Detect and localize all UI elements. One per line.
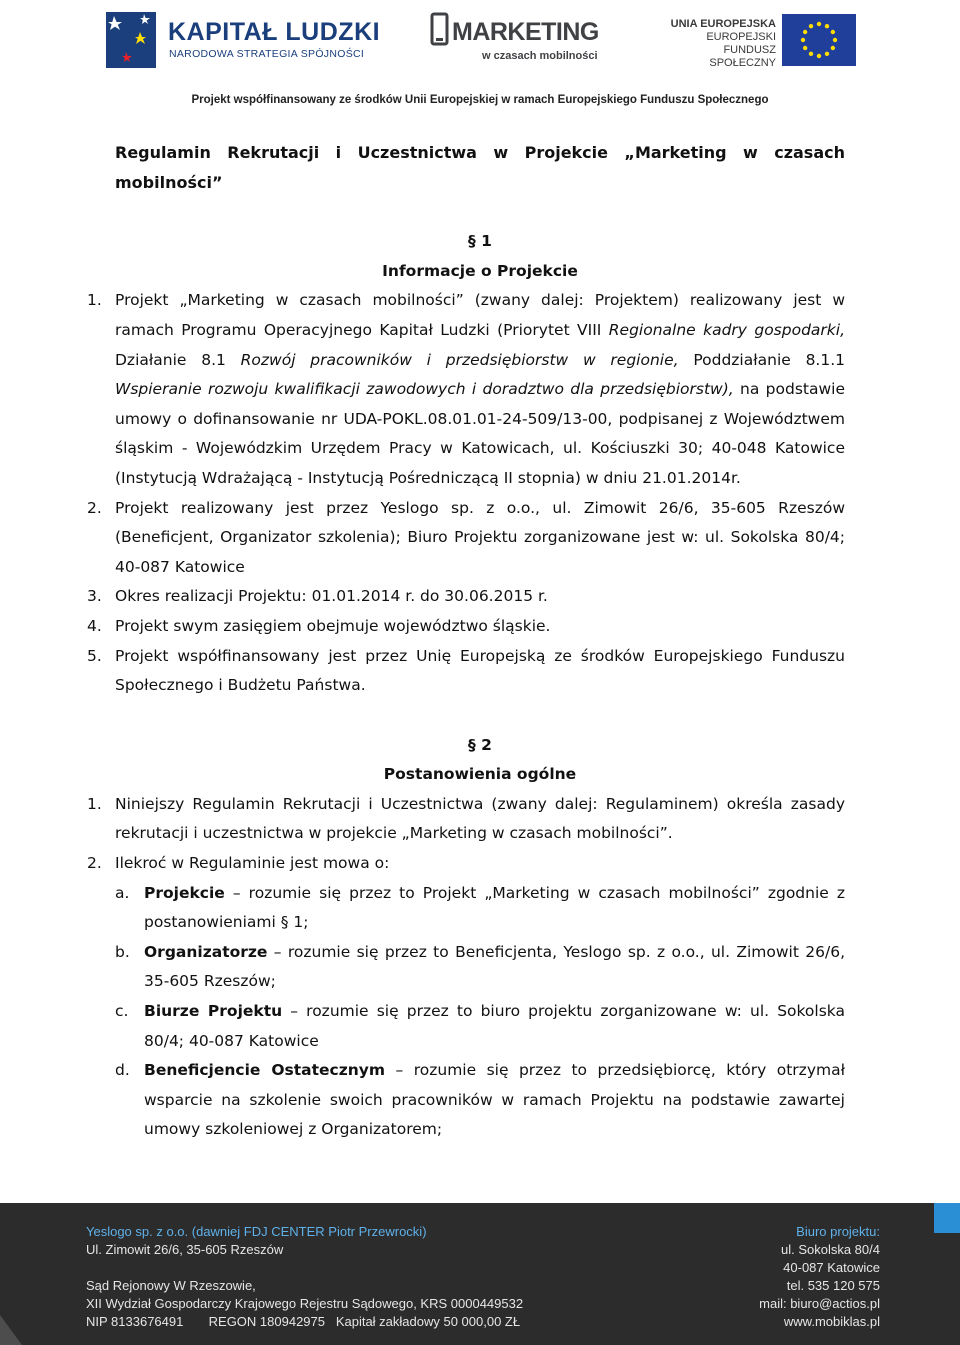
paragraph-text: Działanie 8.1 [115, 350, 241, 369]
list-item [58, 286, 845, 493]
section-2-list [58, 790, 845, 1145]
priority-name: Regionalne kadry gospodarki, [608, 320, 846, 339]
eu-flag-icon [782, 14, 856, 66]
section-1-header [115, 227, 845, 286]
list-marker: 5. [87, 646, 102, 665]
definition-term: Biurze Projektu [144, 1002, 283, 1021]
definition-item [115, 879, 845, 938]
measure-name: Rozwój pracowników i przedsiębiorstw w regionie, [240, 350, 679, 369]
paragraph-text: Ilekroć w Regulaminie jest mowa o: [115, 854, 390, 873]
list-marker: b. [115, 942, 130, 961]
paragraph-text: Projekt realizowany jest przez Yeslogo sp. z o.o., ul. Zimowit 26/6, 35-605 Rzeszów (Beneficjent, Organizator szkolenia); Biuro Projektu zorganizowane jest w: ul. Sokolska 80/4; 40-087 Katowice [115, 498, 845, 576]
footer-office-label: Biuro projektu: [796, 1224, 880, 1239]
footer-court-department: XII Wydział Gospodarczy Krajowego Rejestru Sądowego, KRS 0000449532 [86, 1296, 524, 1311]
eu-line-1: UNIA EUROPEJSKA [670, 18, 776, 30]
footer-office-city: 40-087 Katowice [783, 1260, 880, 1275]
definition-term: Organizatorze [144, 942, 268, 961]
definitions-list [115, 879, 845, 1145]
section-2-header [115, 731, 845, 790]
document-title: Regulamin Rekrutacji i Uczestnictwa w Projekcie „Marketing w czasach mobilności” [115, 143, 845, 192]
eu-star-icon [833, 38, 837, 42]
marketing-subtitle: w czasach mobilności [482, 50, 598, 62]
kapital-ludzki-mark-icon [100, 8, 162, 72]
list-item [58, 790, 845, 849]
list-item [58, 582, 845, 612]
eu-star-icon [801, 38, 805, 42]
kapital-ludzki-subtitle: NARODOWA STRATEGIA SPÓJNOŚCI [169, 48, 365, 60]
kapital-ludzki-title: KAPITAŁ LUDZKI [168, 18, 381, 46]
eu-star-icon [809, 24, 813, 28]
list-marker: 3. [87, 587, 102, 606]
footer-corner-decoration [0, 1315, 22, 1345]
submeasure-name: Wspieranie rozwoju kwalifikacji zawodowych i doradztwo dla przedsiębiorstw), [115, 380, 734, 399]
eu-star-icon [825, 52, 829, 56]
paragraph-text: Poddziałanie 8.1.1 [678, 350, 846, 369]
footer-company-info [86, 1223, 523, 1331]
kapital-ludzki-logo [100, 8, 381, 72]
paragraph-text: Niniejszy Regulamin Rekrutacji i Uczestnictwa (zwany dalej: Regulaminem) określa zasady rekrutacji i uczestnictwa w projekcie „Marketing w czasach mobilności”. [115, 794, 845, 843]
list-marker: 1. [87, 794, 102, 813]
footer-website[interactable]: www.mobiklas.pl [783, 1314, 880, 1329]
list-marker: d. [115, 1061, 130, 1080]
phone-icon [430, 12, 450, 50]
definition-item [115, 997, 845, 1056]
definition-term: Projekcie [144, 883, 225, 902]
definition-text: – rozumie się przez to Beneficjenta, Yeslogo sp. z o.o., ul. Zimowit 26/6, 35-605 Rzeszów; [144, 942, 845, 991]
list-item [58, 612, 845, 642]
marketing-title: MARKETING [452, 18, 599, 46]
section-2-heading: Postanowienia ogólne [383, 765, 577, 784]
definition-term: Beneficjencie Ostatecznym [144, 1061, 386, 1080]
eu-line-2: EUROPEJSKI [706, 31, 776, 43]
section-2-symbol: § 2 [468, 735, 492, 754]
eu-line-3: FUNDUSZ SPOŁECZNY [709, 44, 776, 69]
page-header [0, 0, 960, 118]
list-marker: a. [115, 883, 130, 902]
definition-text: – rozumie się przez to biuro projektu zorganizowane w: ul. Sokolska 80/4; 40-087 Katowice [144, 1002, 846, 1050]
definition-item [115, 938, 845, 997]
footer-office-street: ul. Sokolska 80/4 [780, 1242, 880, 1257]
list-marker: 2. [87, 498, 102, 517]
eu-star-icon [803, 46, 807, 50]
paragraph-text: Projekt „Marketing w czasach mobilności” (zwany dalej: Projektem) realizowany jest w ramach Programu Operacyjnego Kapitał Ludzki (Priorytet VIII [115, 291, 845, 339]
section-1-heading: Informacje o Projekcie [382, 261, 578, 280]
footer-registry: NIP 8133676491 REGON 180942975 Kapitał zakładowy 50 000,00 ZŁ [86, 1314, 521, 1329]
footer-phone: tel. 535 120 575 [786, 1278, 880, 1293]
list-marker: 1. [87, 291, 102, 310]
paragraph-text: Projekt swym zasięgiem obejmuje województwo śląskie. [115, 616, 551, 635]
list-marker: 2. [87, 854, 102, 873]
eu-star-icon [831, 46, 835, 50]
eu-star-icon [831, 30, 835, 34]
list-item [58, 849, 845, 1145]
footer-office-info [759, 1223, 880, 1331]
document-body [87, 138, 846, 1145]
marketing-logo [430, 10, 599, 70]
list-marker: 4. [87, 616, 102, 635]
definition-text: – rozumie się przez to Projekt „Marketing w czasach mobilności” zgodnie z postanowieniami § 1; [144, 883, 845, 932]
list-item [58, 642, 845, 701]
eu-logo [670, 14, 855, 70]
footer-email[interactable]: mail: biuro@actios.pl [759, 1296, 880, 1311]
list-item [58, 494, 845, 583]
definition-item [115, 1056, 845, 1145]
eu-text [670, 18, 776, 70]
cofinancing-note: Projekt współfinansowany ze środków Unii Europejskiej w ramach Europejskiego Funduszu Społecznego [191, 94, 769, 106]
footer-company-address: Ul. Zimowit 26/6, 35-605 Rzeszów [86, 1242, 284, 1257]
footer-company-name: Yeslogo sp. z o.o. (dawniej FDJ CENTER Piotr Przewrocki) [86, 1224, 427, 1239]
eu-star-icon [817, 22, 821, 26]
footer-accent-stripe [934, 1203, 960, 1233]
eu-star-icon [817, 54, 821, 58]
eu-star-icon [803, 30, 807, 34]
footer-court: Sąd Rejonowy W Rzeszowie, [86, 1278, 256, 1293]
section-1-symbol: § 1 [468, 232, 492, 251]
page-footer [0, 1203, 960, 1345]
eu-star-icon [809, 52, 813, 56]
paragraph-text: Projekt współfinansowany jest przez Unię Europejską ze środków Europejskiego Funduszu Społecznego i Budżetu Państwa. [115, 646, 845, 695]
definition-text: – rozumie się przez to przedsiębiorcę, który otrzymał wsparcie na szkolenie swoich pracowników w ramach Projektu na podstawie zawartej umowy szkoleniowej z Organizatorem; [144, 1061, 845, 1139]
section-1-list [58, 286, 845, 700]
eu-star-icon [825, 24, 829, 28]
paragraph-text: Okres realizacji Projektu: 01.01.2014 r. do 30.06.2015 r. [115, 587, 548, 606]
list-marker: c. [115, 1002, 129, 1021]
paragraph-text: na podstawie umowy o dofinansowanie nr UDA-POKL.08.01.01-24-509/13-00, podpisanej z Województwem śląskim - Wojewódzkim Urzędem Pracy w Katowicach, ul. Kościuszki 30; 40-048 Katowice (Instytucją Wdrażającą - Instytucją Pośredniczącą II stopnia) w dniu 21.01.2014r. [115, 380, 845, 487]
